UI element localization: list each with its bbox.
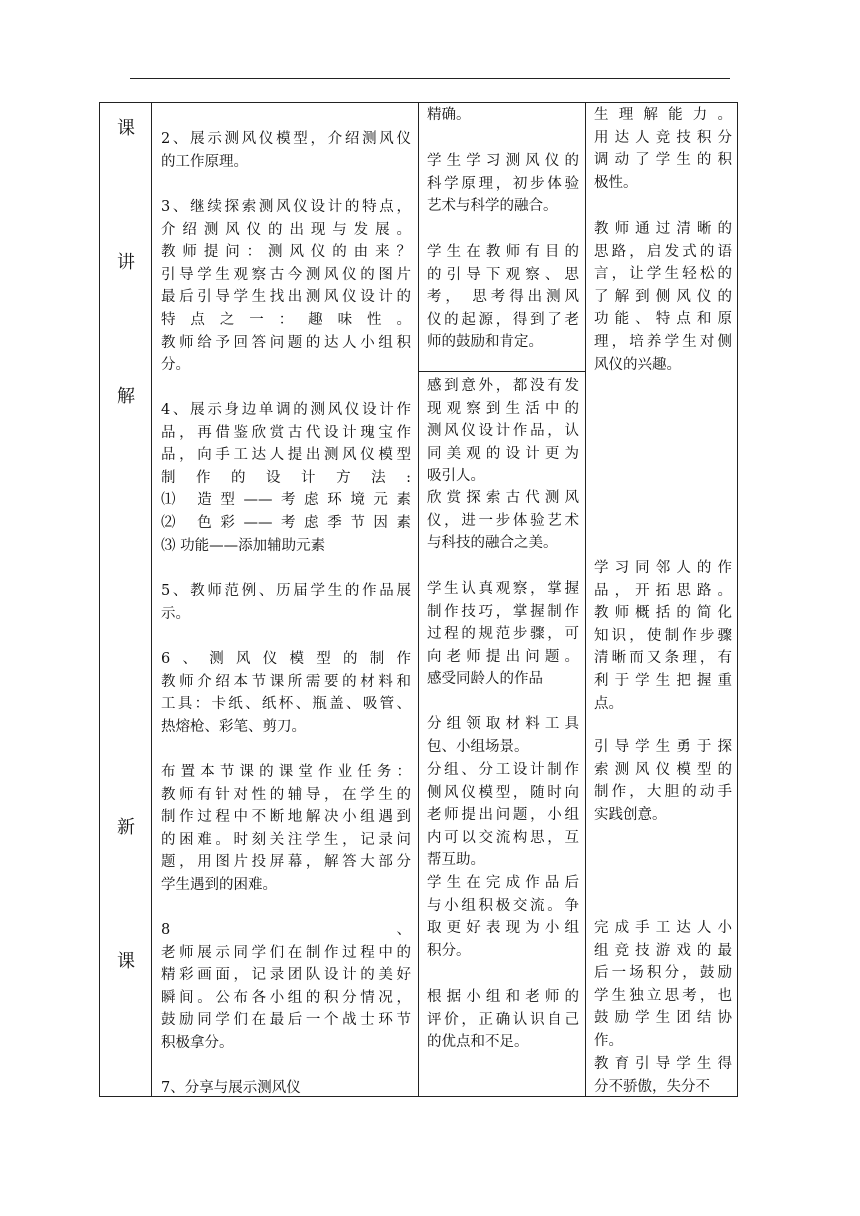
- text-line: 品，开拓思路。: [594, 582, 732, 599]
- text-line: 感到意外，都没有发: [427, 378, 579, 394]
- text-line: 帮互助。: [427, 852, 485, 869]
- text-line: 教师概括的简化: [594, 605, 732, 622]
- text-line: 的优点和不足。: [427, 1034, 529, 1051]
- teacher-activity-block: [161, 648, 411, 738]
- text-line: 侧风仪模型，随时向: [427, 784, 579, 801]
- text-line: 学生认真观察，掌握: [427, 581, 579, 597]
- text-line: 介绍测风仪的出现与发展。: [161, 221, 411, 238]
- text-line: 测风仪设计作品，认: [427, 423, 579, 440]
- text-line: 教师通过清晰的: [594, 221, 732, 237]
- stage-label-char: 课: [117, 951, 135, 972]
- text-line: 教师有针对性的辅导，在学生的: [161, 786, 411, 803]
- text-line: 考， 思考得出测风: [427, 289, 579, 306]
- text-line: 的引导下观察、思: [427, 266, 579, 283]
- text-line: 功能、特点和原: [594, 311, 732, 328]
- student-activity-block: [427, 150, 579, 218]
- text-line: 制作，大胆的动手: [594, 784, 732, 801]
- teacher-activity-block: [161, 761, 411, 897]
- text-line: 教育引导学生得: [594, 1056, 732, 1072]
- text-line: 现观察到生活中的: [427, 400, 579, 417]
- text-line: 引导学生勇于探: [594, 739, 732, 755]
- student-activity-block: [427, 986, 579, 1054]
- text-line: ⑴ 造型——考虑环境元素: [161, 492, 411, 509]
- text-line: 2、展示测风仪模型，介绍测风仪: [161, 131, 411, 147]
- text-line: 用达人竞技积分: [594, 129, 732, 146]
- design-intent-block: [594, 917, 732, 1053]
- text-line: 教师介绍本节课所需要的材料和: [161, 673, 411, 690]
- teacher-activity-block: [161, 919, 411, 1055]
- text-line: 科学原理，初步体验: [427, 175, 579, 192]
- design-intent-block: [594, 736, 732, 826]
- text-line: 积分。: [427, 942, 471, 959]
- text-line: 积极拿分。: [161, 1034, 234, 1051]
- stage-label-char: 讲: [117, 252, 135, 273]
- text-line: 学习同邻人的作: [594, 560, 732, 576]
- text-line: 品，向手工达人提出测风仪模型: [161, 447, 411, 464]
- student-activity-block: [427, 487, 579, 555]
- stage-column: [100, 103, 152, 1096]
- text-line: 6、测风仪模型的制作: [161, 651, 411, 667]
- text-line: 仪的起源，得到了老: [427, 311, 579, 328]
- text-line: 与科技的融合之美。: [427, 535, 558, 552]
- text-line: 根据小组和老师的: [427, 989, 579, 1005]
- text-line: 利于学生把握重: [594, 672, 732, 689]
- text-line: 鼓励学生团结协: [594, 1010, 732, 1027]
- text-line: 分组领取材料工具: [427, 716, 579, 732]
- text-line: 精彩画面，记录团队设计的美好: [161, 967, 411, 984]
- text-line: 点。: [594, 695, 623, 712]
- text-line: 学生遇到的困难。: [161, 876, 277, 893]
- teacher-activity-block: [161, 196, 411, 377]
- teacher-activity-block: [161, 399, 411, 557]
- text-line: 5、教师范例、历届学生的作品展: [161, 583, 411, 599]
- text-line: 品，再借鉴欣赏古代设计瑰宝作: [161, 424, 411, 441]
- text-line: 完成手工达人小: [594, 920, 732, 936]
- text-line: 风仪的兴趣。: [594, 356, 681, 373]
- text-line: 欣赏探索古代测风: [427, 490, 579, 506]
- text-line: 最后引导学生找出测风仪设计的: [161, 289, 411, 306]
- text-line: 后一场积分，鼓励: [594, 965, 732, 982]
- text-line: 内可以交流构思，互: [427, 829, 579, 846]
- teacher-activity-block: [161, 128, 411, 173]
- text-line: 清晰而又条理，有: [594, 650, 732, 667]
- text-line: 特点之一：趣味性。: [161, 311, 411, 328]
- text-line: 瞬间。公布各小组的积分情况，: [161, 989, 411, 1006]
- text-line: 制作过程中不断地解决小组遇到: [161, 809, 411, 826]
- stage-label-char: 新: [117, 817, 135, 838]
- text-line: 学生独立思考，也: [594, 987, 732, 1004]
- text-line: 制作的设计方法:: [161, 469, 411, 486]
- text-line: 过程的规范步骤，可: [427, 626, 579, 643]
- text-line: 组竞技游戏的最: [594, 942, 732, 959]
- text-line: 热熔枪、彩笔、剪刀。: [161, 718, 306, 735]
- stage-label-char: 课: [117, 118, 135, 139]
- text-line: 感受同龄人的作品: [427, 671, 543, 688]
- text-line: 知识，使制作步骤: [594, 627, 732, 644]
- design-intent-block: [594, 1053, 732, 1096]
- text-line: 仪，进一步体验艺术: [427, 512, 579, 529]
- text-line: 的困难。时刻关注学生，记录问: [161, 831, 411, 848]
- text-line: 同美观的设计更为: [427, 445, 579, 462]
- teacher-activity-block: [161, 1077, 411, 1096]
- text-line: 评价，正确认识自己: [427, 1011, 579, 1028]
- student-activity-block: [427, 872, 579, 962]
- student-activity-block: [427, 713, 579, 758]
- text-line: 学生在完成作品后: [427, 875, 579, 891]
- text-line: 引导学生观察古今测风仪的图片: [161, 266, 411, 283]
- design-intent-column: [586, 103, 737, 1096]
- text-line: 了解到侧风仪的: [594, 288, 732, 305]
- text-line: 精确。: [427, 107, 471, 123]
- teacher-activity-block: [161, 580, 411, 625]
- text-line: 教师给予回答问题的达人小组积: [161, 334, 411, 351]
- text-line: 生理解能力。: [594, 107, 732, 123]
- text-line: 学生在教师有目的: [427, 244, 579, 260]
- text-line: ⑵ 色彩——考虑季节因素: [161, 514, 411, 531]
- text-line: 教师提问：测风仪的由来？: [161, 244, 411, 261]
- text-line: 3、继续探索测风仪设计的特点，: [161, 199, 411, 215]
- text-line: 包、小组场景。: [427, 738, 529, 755]
- text-line: 老师提出问题，小组: [427, 807, 579, 824]
- text-line: 4、展示身边单调的测风仪设计作: [161, 402, 411, 418]
- text-line: ⑶ 功能——添加辅助元素: [161, 537, 326, 554]
- student-activity-column: [419, 103, 586, 1096]
- design-intent-block: [594, 218, 732, 376]
- text-line: 工具：卡纸、纸杯、瓶盖、吸管、: [161, 696, 411, 713]
- teacher-activity-column: [152, 103, 419, 1096]
- text-line: 8、: [161, 922, 411, 938]
- text-line: 示。: [161, 605, 190, 622]
- text-line: 与小组积极交流。争: [427, 897, 579, 914]
- text-line: 题，用图片投屏幕，解答大部分: [161, 854, 411, 871]
- text-line: 极性。: [594, 174, 638, 191]
- text-line: 制作技巧，掌握制作: [427, 603, 579, 620]
- student-activity-block: [427, 104, 579, 127]
- stage-label-char: 解: [117, 386, 135, 407]
- row-divider: [419, 371, 585, 372]
- text-line: 言，让学生轻松的: [594, 266, 732, 283]
- text-line: 取更好表现为小组: [427, 920, 579, 937]
- text-line: 布置本节课的课堂作业任务：: [161, 764, 411, 780]
- design-intent-block: [594, 557, 732, 715]
- text-line: 鼓励同学们在最后一个战士环节: [161, 1012, 411, 1029]
- text-line: 思路，启发式的语: [594, 243, 732, 260]
- student-activity-block: [427, 241, 579, 354]
- student-activity-block: [427, 759, 579, 872]
- text-line: 师的鼓励和肯定。: [427, 334, 543, 351]
- lesson-plan-table: [99, 102, 738, 1097]
- text-line: 作。: [594, 1032, 623, 1049]
- text-line: 7、分享与展示测风仪: [161, 1080, 301, 1096]
- text-line: 实践创意。: [594, 806, 667, 823]
- design-intent-block: [594, 104, 732, 194]
- text-line: 调动了学生的积: [594, 152, 732, 169]
- text-line: 艺术与科学的融合。: [427, 198, 558, 215]
- student-activity-block: [427, 375, 579, 488]
- text-line: 学生学习测风仪的: [427, 153, 579, 169]
- text-line: 向老师提出问题。: [427, 648, 579, 665]
- text-line: 分组、分工设计制作: [427, 762, 579, 778]
- header-rule: [130, 78, 730, 79]
- text-line: 分不骄傲，失分不: [594, 1078, 710, 1095]
- text-line: 分。: [161, 357, 190, 374]
- text-line: 的工作原理。: [161, 153, 248, 170]
- text-line: 索测风仪模型的: [594, 761, 732, 778]
- text-line: 理，培养学生对侧: [594, 333, 732, 350]
- text-line: 吸引人。: [427, 468, 485, 485]
- text-line: 老师展示同学们在制作过程中的: [161, 944, 411, 961]
- student-activity-block: [427, 578, 579, 691]
